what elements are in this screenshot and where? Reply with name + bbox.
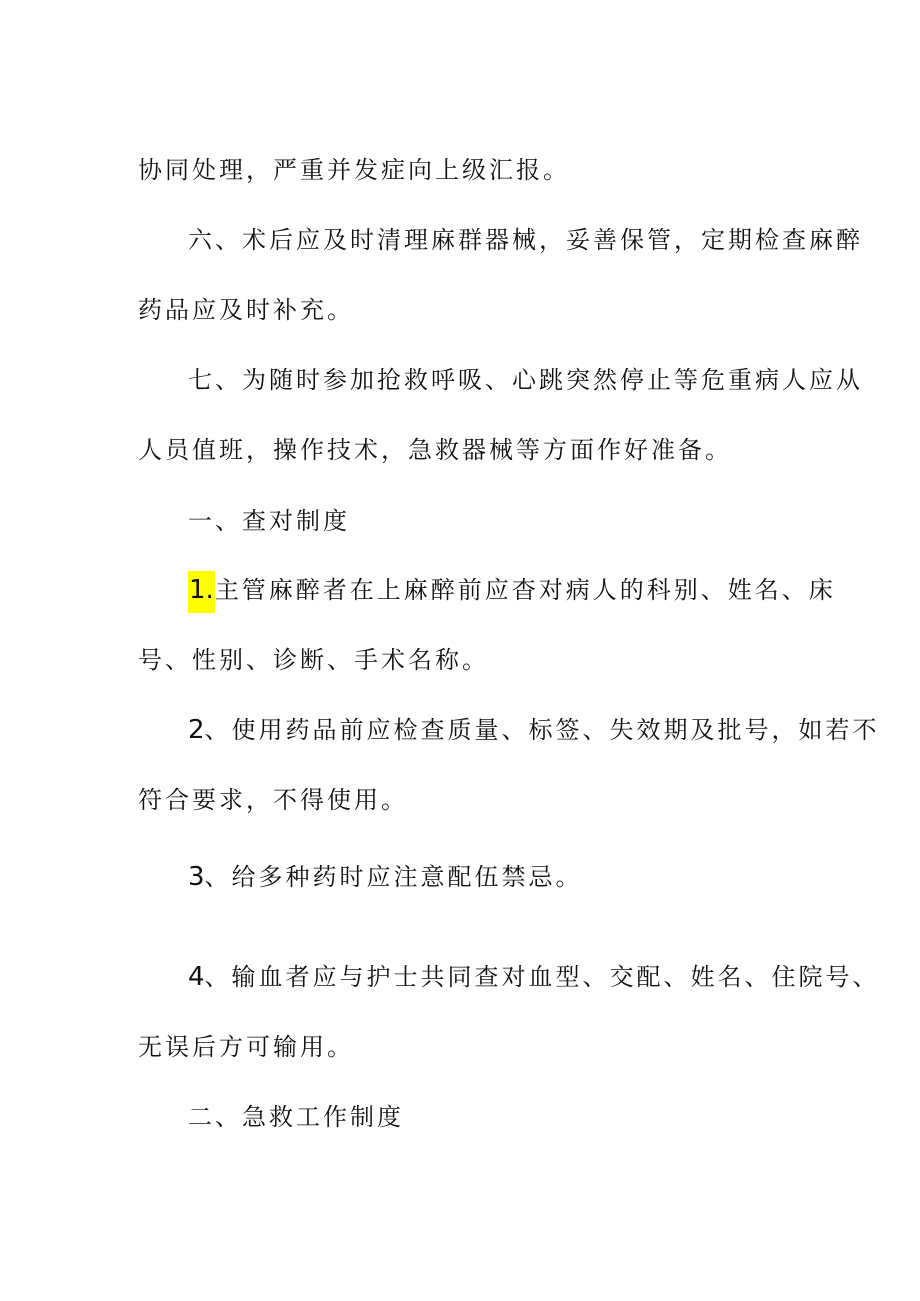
list-item — [188, 962, 880, 992]
paragraph-line: 药品应及时补充。 — [138, 296, 354, 324]
highlighted-item-number: 1. — [188, 571, 215, 613]
list-item — [188, 715, 880, 745]
item-number: 3 — [188, 862, 205, 892]
section-heading: 二、急救工作制度 — [188, 1103, 404, 1131]
section-heading: 一、查对制度 — [188, 507, 350, 535]
paragraph-line: 协同处理，严重并发症向上级汇报。 — [138, 156, 570, 184]
paragraph-line: 人员值班，操作技术，急救器械等方面作好准备。 — [138, 436, 732, 464]
list-item — [188, 862, 583, 892]
list-item-text: 、使用药品前应检查质量、标签、失效期及批号，如若不 — [204, 716, 880, 744]
item-number: 2 — [188, 715, 205, 745]
paragraph-line: 无误后方可输用。 — [138, 1033, 354, 1061]
paragraph-line: 符合要求，不得使用。 — [138, 786, 408, 814]
item-number: 4 — [188, 962, 205, 992]
paragraph-line: 六、术后应及时清理麻群器械，妥善保管，定期检查麻醉 — [188, 226, 863, 254]
list-item — [188, 575, 836, 613]
paragraph-line: 七、为随时参加抢救呼吸、心跳突然停止等危重病人应从 — [188, 366, 863, 394]
list-item-text: 、输血者应与护士共同查对血型、交配、姓名、住院号、 — [204, 963, 880, 991]
list-item-text: 、给多种药时应注意配伍禁忌。 — [204, 863, 583, 891]
paragraph-line: 号、性别、诊断、手术名称。 — [138, 646, 489, 674]
list-item-text: 主管麻醉者在上麻醉前应杳对病人的科别、姓名、床 — [214, 576, 836, 604]
